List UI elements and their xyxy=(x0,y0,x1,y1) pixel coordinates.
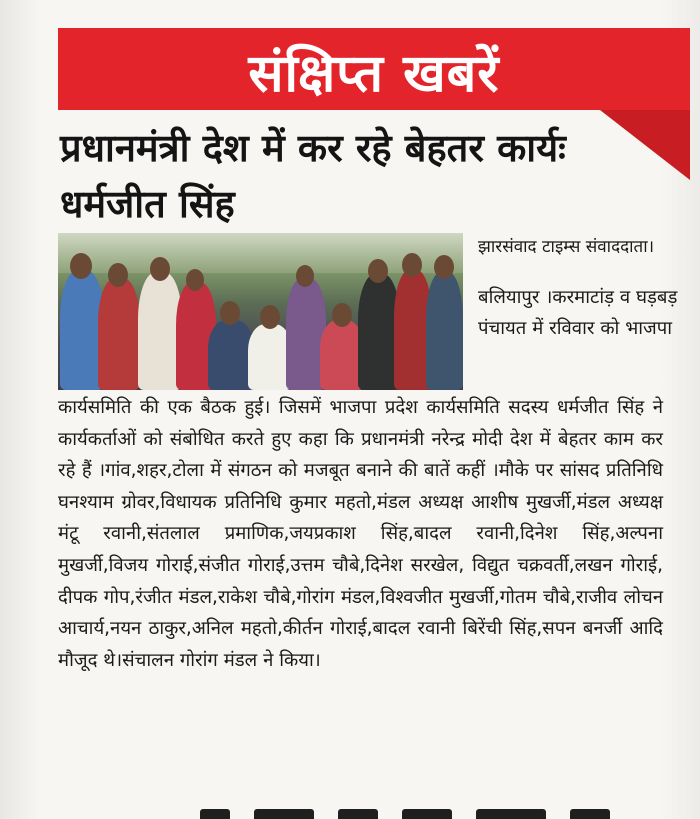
article-headline: प्रधानमंत्री देश में कर रहे बेहतर कार्यः धर्मजीत सिंह xyxy=(60,126,566,226)
article-body: कार्यसमिति की एक बैठक हुई। जिसमें भाजपा प्रदेश कार्यसमिति सदस्य धर्मजीत सिंह ने कार्यकर्ताओं को संबोधित करते हुए कहा कि प्रधानमंत्री नरेन्द्र मोदी देश में बेहतर काम कर रहे हैं ।गांव,शहर,टोला में संगठन को मजबूत बनाने की बातें कहीं ।मौके पर सांसद प्रतिनिधि घनश्याम ग्रोवर,विधायक प्रतिनिधि कुमार महतो,मंडल अध्यक्ष आशीष मुखर्जी,मंडल अध्यक्ष मंटू रवानी,संतलाल प्रमाणिक,जयप्रकाश सिंह,बादल रवानी,दिनेश सिंह,अल्पना मुखर्जी,विजय गोराई,संजीत गोराई,उत्तम चौबे,दिनेश सरखेल, विद्युत चक्रवर्ती,लखन गोराई, दीपक गोप,रंजीत मंडल,राकेश चौबे,गोरांग मंडल,विश्वजीत मुखर्जी,गोतम चौबे,राजीव लोचन आचार्य,नयन ठाकुर,अनिल महतो,कीर्तन गोराई,बादल रवानी बिरेंची सिंह,सपन बनर्जी आदि मौजूद थे।संचालन गोरांग मंडल ने किया। xyxy=(58,397,663,671)
next-headline-cropped xyxy=(200,800,660,819)
group-photo xyxy=(58,233,463,390)
article-byline: झारसंवाद टाइम्स संवाददाता। xyxy=(478,237,655,257)
section-title: संक्षिप्त खबरें xyxy=(248,44,500,104)
article-intro: बलियापुर ।करमाटांड़ व घड़बड़ पंचायत में रविवार को भाजपा xyxy=(478,287,678,339)
